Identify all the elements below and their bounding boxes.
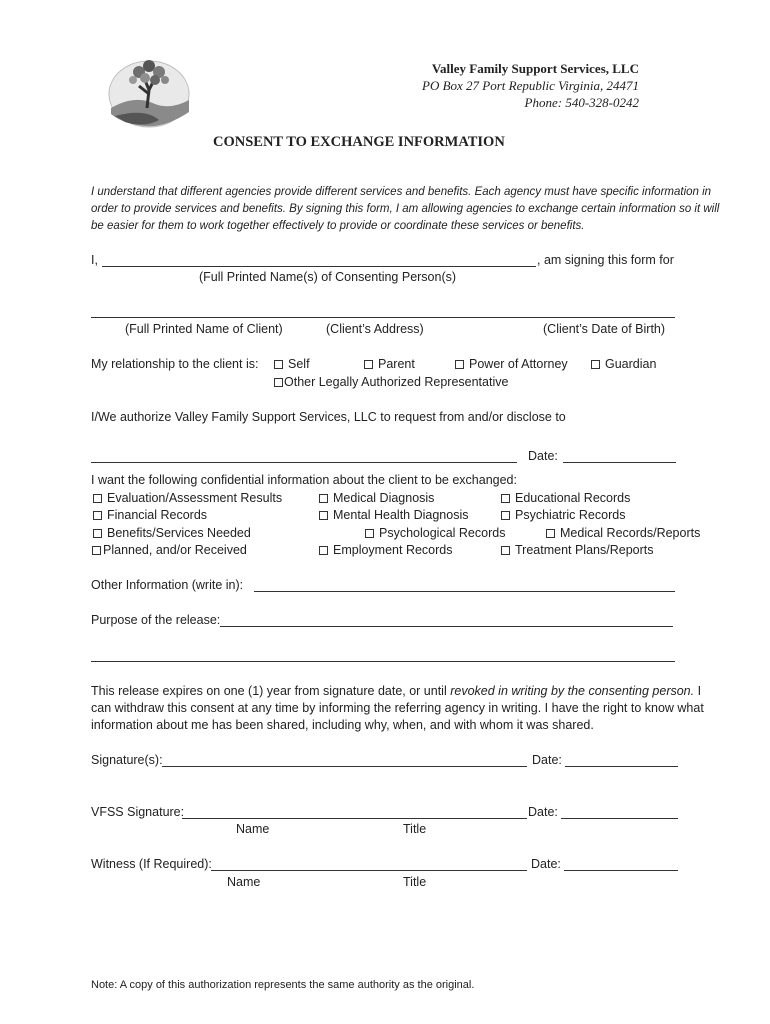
org-phone: Phone: 540-328-0242 — [524, 95, 639, 110]
other-info-field[interactable] — [254, 591, 675, 592]
checkbox[interactable] — [274, 378, 283, 387]
signature-date-label: Date: — [532, 753, 562, 767]
recipient-date-field[interactable] — [563, 462, 676, 463]
info-option[interactable]: Psychiatric Records — [501, 508, 625, 522]
info-option[interactable]: Benefits/Services Needed — [93, 526, 251, 540]
checkbox[interactable] — [319, 546, 328, 555]
witness-date-field[interactable] — [564, 870, 678, 871]
vfss-title-caption: Title — [403, 822, 427, 836]
info-option[interactable]: Educational Records — [501, 491, 630, 505]
logo — [105, 50, 193, 132]
client-address-caption: (Client’s Address) — [326, 322, 424, 336]
signature-field[interactable] — [162, 766, 527, 767]
client-info-field[interactable] — [91, 317, 675, 318]
checkbox[interactable] — [501, 494, 510, 503]
info-option[interactable]: Medical Records/Reports — [546, 526, 700, 540]
purpose-field-line2[interactable] — [91, 661, 675, 662]
client-dob-caption: (Client’s Date of Birth) — [543, 322, 666, 336]
consent-suffix: , am signing this form for — [537, 253, 674, 267]
relationship-self[interactable]: Self — [274, 357, 310, 371]
info-option[interactable]: Financial Records — [93, 508, 207, 522]
info-heading: I want the following confidential information about the client to be exchanged: — [91, 473, 517, 487]
relationship-other[interactable]: Other Legally Authorized Representative — [274, 375, 508, 389]
vfss-date-field[interactable] — [561, 818, 678, 819]
purpose-label: Purpose of the release: — [91, 613, 221, 627]
witness-date-label: Date: — [531, 857, 561, 871]
checkbox[interactable] — [93, 494, 102, 503]
form-title: CONSENT TO EXCHANGE INFORMATION — [213, 134, 505, 150]
checkbox[interactable] — [92, 546, 101, 555]
checkbox[interactable] — [364, 360, 373, 369]
checkbox[interactable] — [365, 529, 374, 538]
checkbox[interactable] — [93, 511, 102, 520]
checkbox[interactable] — [455, 360, 464, 369]
footer-note: Note: A copy of this authorization represents the same authority as the original. — [91, 979, 475, 991]
info-option[interactable]: Treatment Plans/Reports — [501, 543, 653, 557]
authorize-text: I/We authorize Valley Family Support Services, LLC to request from and/or disclose to — [91, 410, 566, 424]
checkbox[interactable] — [93, 529, 102, 538]
release-emphasis: revoked in writing by the consenting person. — [450, 684, 695, 698]
info-option[interactable]: Planned, and/or Received — [92, 543, 247, 557]
witness-name-caption: Name — [227, 875, 261, 889]
org-name: Valley Family Support Services, LLC — [431, 61, 639, 76]
witness-signature-field[interactable] — [211, 870, 527, 871]
consenting-name-caption: (Full Printed Name(s) of Consenting Person(s) — [199, 270, 457, 284]
witness-label: Witness (If Required): — [91, 857, 212, 871]
consent-prefix: I, — [91, 253, 98, 267]
checkbox[interactable] — [319, 511, 328, 520]
relationship-poa[interactable]: Power of Attorney — [455, 357, 568, 371]
info-option[interactable]: Mental Health Diagnosis — [319, 508, 469, 522]
checkbox[interactable] — [591, 360, 600, 369]
info-option[interactable]: Medical Diagnosis — [319, 491, 434, 505]
signature-label: Signature(s): — [91, 753, 163, 767]
checkbox[interactable] — [501, 546, 510, 555]
relationship-parent[interactable]: Parent — [364, 357, 415, 371]
relationship-label: My relationship to the client is: — [91, 357, 259, 371]
letterhead — [422, 60, 639, 111]
vfss-name-caption: Name — [236, 822, 270, 836]
other-info-label: Other Information (write in): — [91, 578, 244, 592]
consenting-name-field[interactable] — [102, 266, 536, 267]
checkbox[interactable] — [274, 360, 283, 369]
info-option[interactable]: Psychological Records — [365, 526, 505, 540]
signature-date-field[interactable] — [565, 766, 678, 767]
vfss-signature-label: VFSS Signature: — [91, 805, 185, 819]
checkbox[interactable] — [546, 529, 555, 538]
info-option[interactable]: Evaluation/Assessment Results — [93, 491, 282, 505]
checkbox[interactable] — [501, 511, 510, 520]
vfss-date-label: Date: — [528, 805, 558, 819]
purpose-field[interactable] — [220, 626, 673, 627]
release-paragraph: This release expires on one (1) year from signature date, or until revoked in writing by the consenting person. I can withdraw this consent at any time by informing the referring agency in writing. I have the right to know what information about me has been shared, including why, when, and with whom it was shared. — [91, 684, 704, 732]
witness-title-caption: Title — [403, 875, 427, 889]
org-address: PO Box 27 Port Republic Virginia, 24471 — [422, 78, 639, 93]
recipient-field[interactable] — [91, 462, 517, 463]
intro-paragraph: I understand that different agencies provide different services and benefits. Each agency must have specific information in order to provide services and benefits. By signing this form, I am allowing agencies to exchange certain information so it will be easier for them to work together effectively to provide or coordinate these services or benefits. — [91, 186, 720, 232]
relationship-guardian[interactable]: Guardian — [591, 357, 656, 371]
checkbox[interactable] — [319, 494, 328, 503]
info-option[interactable]: Employment Records — [319, 543, 453, 557]
client-name-caption: (Full Printed Name of Client) — [125, 322, 283, 336]
recipient-date-label: Date: — [528, 449, 558, 463]
vfss-signature-field[interactable] — [182, 818, 527, 819]
